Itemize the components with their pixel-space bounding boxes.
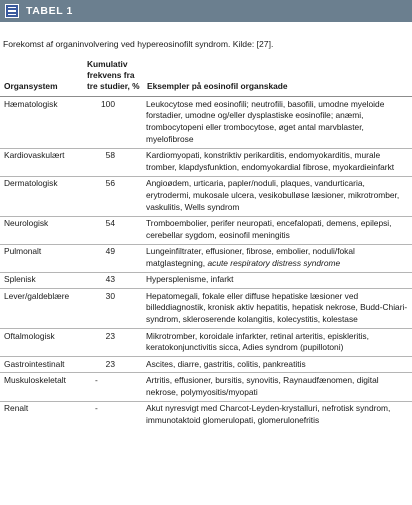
- examples-cell: Leukocytose med eosinofili; neutrofili, basofili, umodne myeloide forstadier, umodne og/eller dysplastiske eosinofile; anæmi, trombocytopeni eller trombocytose, øget antal marvblaster, myelofibrose: [143, 97, 412, 149]
- column-header-organ: Organsystem: [0, 58, 83, 97]
- examples-cell: Mikrotromber, koroidale infarkter, retinal arteritis, episkleritis, keratokonjunctivitis sicca, Adies syndrom (pupillotoni): [143, 329, 412, 357]
- organ-cell: Lever/galdeblære: [0, 289, 83, 329]
- frequency-cell: 54: [83, 216, 143, 244]
- table-row: [0, 176, 412, 216]
- table-row: [0, 329, 412, 357]
- table-row: [0, 401, 412, 429]
- table-caption: Forekomst af organinvolvering ved hypereosinofilt syndrom. Kilde: [27].: [3, 39, 274, 49]
- organ-table: [0, 58, 412, 429]
- table-row: [0, 272, 412, 288]
- table-icon: [5, 4, 19, 18]
- frequency-cell: 23: [83, 329, 143, 357]
- table-row: [0, 357, 412, 373]
- frequency-cell: 49: [83, 244, 143, 272]
- examples-cell: Akut nyresvigt med Charcot-Leyden-krystalluri, nefrotisk syndrom, immunotaktoid glomerulopati, glomerulonefritis: [146, 403, 391, 425]
- frequency-cell: 58: [83, 148, 143, 176]
- table-head-row: [0, 58, 412, 97]
- frequency-cell: 23: [83, 357, 143, 373]
- column-header-examples: Eksempler på eosinofil organskade: [143, 58, 412, 97]
- table-row: [0, 244, 412, 272]
- organ-cell: Hæmatologisk: [0, 97, 83, 149]
- organ-cell: Muskuloskeletalt: [0, 373, 83, 401]
- table-row: [0, 97, 412, 149]
- table-row: [0, 148, 412, 176]
- table-row: [0, 216, 412, 244]
- examples-cell: Angioødem, urticaria, papler/noduli, plaques, vandurticaria, erytrodermi, mukosale ulcera, vesikobulløse læsioner, mikrotromber, vaskulitis, Wells syndrom: [143, 176, 412, 216]
- organ-cell: Dermatologisk: [0, 176, 83, 216]
- examples-cell: Hypersplenisme, infarkt: [143, 272, 412, 288]
- organ-cell: Kardiovaskulært: [0, 148, 83, 176]
- frequency-cell: 43: [83, 272, 143, 288]
- frequency-cell: -: [83, 373, 143, 401]
- frequency-cell: 100: [83, 97, 143, 149]
- table-title: TABEL 1: [26, 5, 73, 17]
- frequency-cell: 30: [83, 289, 143, 329]
- organ-cell: Splenisk: [0, 272, 83, 288]
- column-header-frequency: Kumulativ frekvens fra tre studier, %: [83, 58, 143, 97]
- examples-cell: Ascites, diarre, gastritis, colitis, pankreatitis: [143, 357, 412, 373]
- organ-cell: Oftalmologisk: [0, 329, 83, 357]
- table-row: [0, 373, 412, 401]
- table-row: [0, 289, 412, 329]
- organ-cell: Gastrointestinalt: [0, 357, 83, 373]
- organ-cell: Neurologisk: [0, 216, 83, 244]
- frequency-cell: -: [95, 403, 98, 414]
- examples-cell: Tromboembolier, perifer neuropati, encefalopati, demens, epilepsi, cerebellar sygdom, eosinofil meningitis: [143, 216, 412, 244]
- examples-cell: Artritis, effusioner, bursitis, synovitis, Raynaudfænomen, digital nekrose, polymyositis/myopati: [143, 373, 412, 401]
- frequency-cell: 56: [83, 176, 143, 216]
- examples-cell: Lungeinfiltrater, effusioner, fibrose, embolier, noduli/fokal matglastegning, acute respiratory distress syndrome: [143, 244, 412, 272]
- table-header-bar: [0, 0, 412, 22]
- examples-cell: Kardiomyopati, konstriktiv perikarditis, endomyokarditis, murale tromber, klapdysfunktion, endomyokardial fibrose, myokardieinfarkt: [143, 148, 412, 176]
- organ-cell: Renalt: [4, 403, 29, 414]
- examples-cell: Hepatomegali, fokale eller diffuse hepatiske læsioner ved billeddiagnostik, kronisk aktiv hepatitis, hepatisk nekrose, Budd-Chiari-syndrom, skleroserende kolangitis, kolecystitis, kolestase: [143, 289, 412, 329]
- organ-cell: Pulmonalt: [0, 244, 83, 272]
